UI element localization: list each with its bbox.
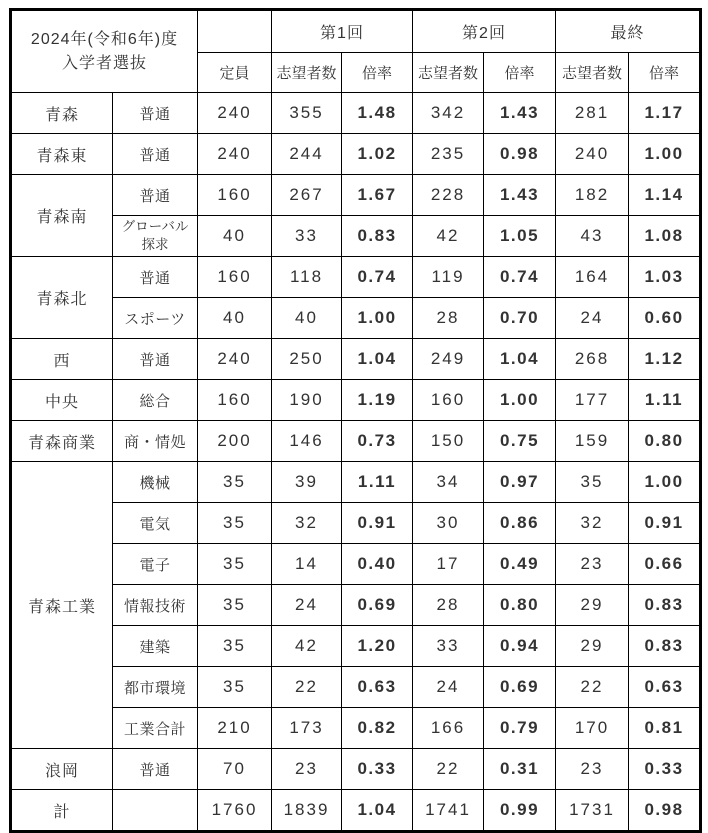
table-row bbox=[11, 380, 701, 421]
r2-ratio-cell: 0.80 bbox=[484, 585, 556, 626]
r1-ratio-cell: 0.40 bbox=[342, 544, 413, 585]
table-row bbox=[11, 421, 701, 462]
r2-ratio-cell: 0.98 bbox=[484, 134, 556, 175]
total-row bbox=[11, 790, 701, 832]
capacity-cell: 200 bbox=[198, 421, 272, 462]
title-line-2: 入学者選抜 bbox=[61, 54, 147, 72]
r2-applicants-cell: 342 bbox=[413, 93, 484, 134]
course-cell: 工業合計 bbox=[113, 708, 198, 749]
final-applicants-cell: 170 bbox=[556, 708, 629, 749]
capacity-cell: 35 bbox=[198, 667, 272, 708]
course-cell: 商・情処 bbox=[113, 421, 198, 462]
table-row bbox=[11, 257, 701, 298]
header-round2: 第2回 bbox=[413, 10, 556, 53]
capacity-cell: 240 bbox=[198, 134, 272, 175]
final-ratio-cell: 1.08 bbox=[629, 216, 701, 257]
final-ratio-cell: 1.00 bbox=[629, 462, 701, 503]
course-cell: 電気 bbox=[113, 503, 198, 544]
final-ratio-cell: 0.33 bbox=[629, 749, 701, 790]
r1-ratio-cell: 1.02 bbox=[342, 134, 413, 175]
course-cell: スポーツ bbox=[113, 298, 198, 339]
table-row bbox=[11, 339, 701, 380]
final-applicants-cell: 35 bbox=[556, 462, 629, 503]
header-r1-applicants: 志望者数 bbox=[272, 53, 342, 93]
school-cell: 青森北 bbox=[11, 257, 113, 339]
r1-ratio-cell: 1.00 bbox=[342, 298, 413, 339]
final-ratio-cell: 0.66 bbox=[629, 544, 701, 585]
capacity-cell: 210 bbox=[198, 708, 272, 749]
table-title bbox=[11, 10, 198, 93]
r2-ratio-cell: 0.97 bbox=[484, 462, 556, 503]
final-applicants-cell: 240 bbox=[556, 134, 629, 175]
r1-ratio-cell: 0.33 bbox=[342, 749, 413, 790]
course-cell: 普通 bbox=[113, 339, 198, 380]
r1-applicants-cell: 23 bbox=[272, 749, 342, 790]
capacity-cell: 35 bbox=[198, 462, 272, 503]
course-cell: 情報技術 bbox=[113, 585, 198, 626]
r2-applicants-cell: 17 bbox=[413, 544, 484, 585]
r1-applicants-cell: 32 bbox=[272, 503, 342, 544]
course-cell: 普通 bbox=[113, 93, 198, 134]
r1-applicants-cell: 173 bbox=[272, 708, 342, 749]
r1-ratio-cell: 1.04 bbox=[342, 339, 413, 380]
final-ratio-cell: 0.60 bbox=[629, 298, 701, 339]
r1-applicants-cell: 1839 bbox=[272, 790, 342, 832]
table-row bbox=[11, 667, 701, 708]
r1-applicants-cell: 244 bbox=[272, 134, 342, 175]
course-cell: 普通 bbox=[113, 749, 198, 790]
final-applicants-cell: 23 bbox=[556, 749, 629, 790]
table-row bbox=[11, 298, 701, 339]
final-ratio-cell: 1.17 bbox=[629, 93, 701, 134]
final-applicants-cell: 23 bbox=[556, 544, 629, 585]
r2-ratio-cell: 0.86 bbox=[484, 503, 556, 544]
capacity-cell: 240 bbox=[198, 339, 272, 380]
course-cell: 総合 bbox=[113, 380, 198, 421]
school-cell: 浪岡 bbox=[11, 749, 113, 790]
r1-applicants-cell: 118 bbox=[272, 257, 342, 298]
final-ratio-cell: 0.91 bbox=[629, 503, 701, 544]
final-ratio-cell: 1.12 bbox=[629, 339, 701, 380]
r1-ratio-cell: 1.67 bbox=[342, 175, 413, 216]
final-ratio-cell: 0.63 bbox=[629, 667, 701, 708]
final-ratio-cell: 1.11 bbox=[629, 380, 701, 421]
capacity-cell: 35 bbox=[198, 503, 272, 544]
header-capacity: 定員 bbox=[198, 53, 272, 93]
title-line-1: 2024年(令和6年)度 bbox=[30, 31, 179, 49]
r2-applicants-cell: 28 bbox=[413, 585, 484, 626]
course-cell: 都市環境 bbox=[113, 667, 198, 708]
table-row bbox=[11, 626, 701, 667]
r1-ratio-cell: 0.83 bbox=[342, 216, 413, 257]
r2-applicants-cell: 1741 bbox=[413, 790, 484, 832]
r2-ratio-cell: 0.79 bbox=[484, 708, 556, 749]
capacity-cell: 160 bbox=[198, 257, 272, 298]
r2-applicants-cell: 42 bbox=[413, 216, 484, 257]
r1-ratio-cell: 0.63 bbox=[342, 667, 413, 708]
r2-applicants-cell: 160 bbox=[413, 380, 484, 421]
r2-ratio-cell: 0.69 bbox=[484, 667, 556, 708]
final-ratio-cell: 1.00 bbox=[629, 134, 701, 175]
r2-applicants-cell: 228 bbox=[413, 175, 484, 216]
r2-applicants-cell: 119 bbox=[413, 257, 484, 298]
r2-ratio-cell: 0.94 bbox=[484, 626, 556, 667]
header-r2-applicants: 志望者数 bbox=[413, 53, 484, 93]
school-cell: 青森 bbox=[11, 93, 113, 134]
r1-ratio-cell: 1.19 bbox=[342, 380, 413, 421]
course-cell: 建築 bbox=[113, 626, 198, 667]
r1-ratio-cell: 1.20 bbox=[342, 626, 413, 667]
course-cell: 普通 bbox=[113, 134, 198, 175]
r2-ratio-cell: 1.04 bbox=[484, 339, 556, 380]
r2-applicants-cell: 30 bbox=[413, 503, 484, 544]
capacity-cell: 240 bbox=[198, 93, 272, 134]
final-applicants-cell: 32 bbox=[556, 503, 629, 544]
final-applicants-cell: 268 bbox=[556, 339, 629, 380]
r2-ratio-cell: 0.31 bbox=[484, 749, 556, 790]
school-cell: 青森商業 bbox=[11, 421, 113, 462]
r2-ratio-cell: 1.00 bbox=[484, 380, 556, 421]
course-line-2: 探求 bbox=[141, 237, 169, 252]
final-applicants-cell: 164 bbox=[556, 257, 629, 298]
final-ratio-cell: 1.03 bbox=[629, 257, 701, 298]
r1-ratio-cell: 0.73 bbox=[342, 421, 413, 462]
course-cell: 機械 bbox=[113, 462, 198, 503]
capacity-cell: 70 bbox=[198, 749, 272, 790]
r2-ratio-cell: 1.05 bbox=[484, 216, 556, 257]
r1-applicants-cell: 190 bbox=[272, 380, 342, 421]
school-cell: 青森工業 bbox=[11, 462, 113, 749]
header-final-applicants: 志望者数 bbox=[556, 53, 629, 93]
school-cell: 青森南 bbox=[11, 175, 113, 257]
capacity-cell: 160 bbox=[198, 380, 272, 421]
r1-applicants-cell: 24 bbox=[272, 585, 342, 626]
r2-applicants-cell: 34 bbox=[413, 462, 484, 503]
header-final-ratio: 倍率 bbox=[629, 53, 701, 93]
r1-ratio-cell: 1.11 bbox=[342, 462, 413, 503]
table-row bbox=[11, 503, 701, 544]
school-cell: 青森東 bbox=[11, 134, 113, 175]
course-cell bbox=[113, 216, 198, 257]
r1-ratio-cell: 1.48 bbox=[342, 93, 413, 134]
r2-ratio-cell: 0.75 bbox=[484, 421, 556, 462]
capacity-cell: 160 bbox=[198, 175, 272, 216]
r2-applicants-cell: 28 bbox=[413, 298, 484, 339]
table-row bbox=[11, 175, 701, 216]
r1-applicants-cell: 22 bbox=[272, 667, 342, 708]
course-line-1: グローバル bbox=[121, 218, 189, 234]
capacity-cell: 40 bbox=[198, 216, 272, 257]
r2-applicants-cell: 24 bbox=[413, 667, 484, 708]
r1-applicants-cell: 39 bbox=[272, 462, 342, 503]
r2-ratio-cell: 1.43 bbox=[484, 175, 556, 216]
r1-applicants-cell: 40 bbox=[272, 298, 342, 339]
table-row bbox=[11, 749, 701, 790]
table-row bbox=[11, 134, 701, 175]
school-cell: 計 bbox=[11, 790, 113, 832]
r2-applicants-cell: 150 bbox=[413, 421, 484, 462]
course-cell: 電子 bbox=[113, 544, 198, 585]
course-cell: 普通 bbox=[113, 257, 198, 298]
final-ratio-cell: 0.81 bbox=[629, 708, 701, 749]
r1-ratio-cell: 0.69 bbox=[342, 585, 413, 626]
r2-applicants-cell: 22 bbox=[413, 749, 484, 790]
r2-ratio-cell: 0.99 bbox=[484, 790, 556, 832]
final-applicants-cell: 22 bbox=[556, 667, 629, 708]
final-applicants-cell: 1731 bbox=[556, 790, 629, 832]
table-row bbox=[11, 462, 701, 503]
final-applicants-cell: 281 bbox=[556, 93, 629, 134]
school-cell: 中央 bbox=[11, 380, 113, 421]
school-cell: 西 bbox=[11, 339, 113, 380]
r1-ratio-cell: 0.82 bbox=[342, 708, 413, 749]
final-applicants-cell: 24 bbox=[556, 298, 629, 339]
capacity-cell: 1760 bbox=[198, 790, 272, 832]
r2-applicants-cell: 249 bbox=[413, 339, 484, 380]
table-row bbox=[11, 216, 701, 257]
header-final: 最終 bbox=[556, 10, 701, 53]
capacity-cell: 35 bbox=[198, 544, 272, 585]
final-applicants-cell: 177 bbox=[556, 380, 629, 421]
final-applicants-cell: 182 bbox=[556, 175, 629, 216]
final-applicants-cell: 159 bbox=[556, 421, 629, 462]
r1-ratio-cell: 1.04 bbox=[342, 790, 413, 832]
final-ratio-cell: 1.14 bbox=[629, 175, 701, 216]
capacity-cell: 35 bbox=[198, 585, 272, 626]
header-row-1 bbox=[11, 10, 701, 53]
r2-ratio-cell: 0.74 bbox=[484, 257, 556, 298]
r1-applicants-cell: 33 bbox=[272, 216, 342, 257]
r1-applicants-cell: 42 bbox=[272, 626, 342, 667]
table-row bbox=[11, 708, 701, 749]
final-applicants-cell: 43 bbox=[556, 216, 629, 257]
table-row bbox=[11, 544, 701, 585]
r1-applicants-cell: 146 bbox=[272, 421, 342, 462]
course-cell bbox=[113, 790, 198, 832]
final-ratio-cell: 0.83 bbox=[629, 626, 701, 667]
final-applicants-cell: 29 bbox=[556, 626, 629, 667]
table-row bbox=[11, 585, 701, 626]
final-ratio-cell: 0.83 bbox=[629, 585, 701, 626]
r1-applicants-cell: 14 bbox=[272, 544, 342, 585]
r1-applicants-cell: 267 bbox=[272, 175, 342, 216]
r2-ratio-cell: 0.70 bbox=[484, 298, 556, 339]
capacity-cell: 40 bbox=[198, 298, 272, 339]
r1-applicants-cell: 250 bbox=[272, 339, 342, 380]
final-applicants-cell: 29 bbox=[556, 585, 629, 626]
r2-ratio-cell: 1.43 bbox=[484, 93, 556, 134]
r1-applicants-cell: 355 bbox=[272, 93, 342, 134]
r1-ratio-cell: 0.91 bbox=[342, 503, 413, 544]
r2-ratio-cell: 0.49 bbox=[484, 544, 556, 585]
blank-header-cell bbox=[198, 10, 272, 53]
r1-ratio-cell: 0.74 bbox=[342, 257, 413, 298]
course-cell: 普通 bbox=[113, 175, 198, 216]
final-ratio-cell: 0.80 bbox=[629, 421, 701, 462]
r2-applicants-cell: 33 bbox=[413, 626, 484, 667]
admissions-table bbox=[9, 8, 702, 833]
table-row bbox=[11, 93, 701, 134]
header-r2-ratio: 倍率 bbox=[484, 53, 556, 93]
header-round1: 第1回 bbox=[272, 10, 413, 53]
header-r1-ratio: 倍率 bbox=[342, 53, 413, 93]
r2-applicants-cell: 166 bbox=[413, 708, 484, 749]
final-ratio-cell: 0.98 bbox=[629, 790, 701, 832]
capacity-cell: 35 bbox=[198, 626, 272, 667]
r2-applicants-cell: 235 bbox=[413, 134, 484, 175]
